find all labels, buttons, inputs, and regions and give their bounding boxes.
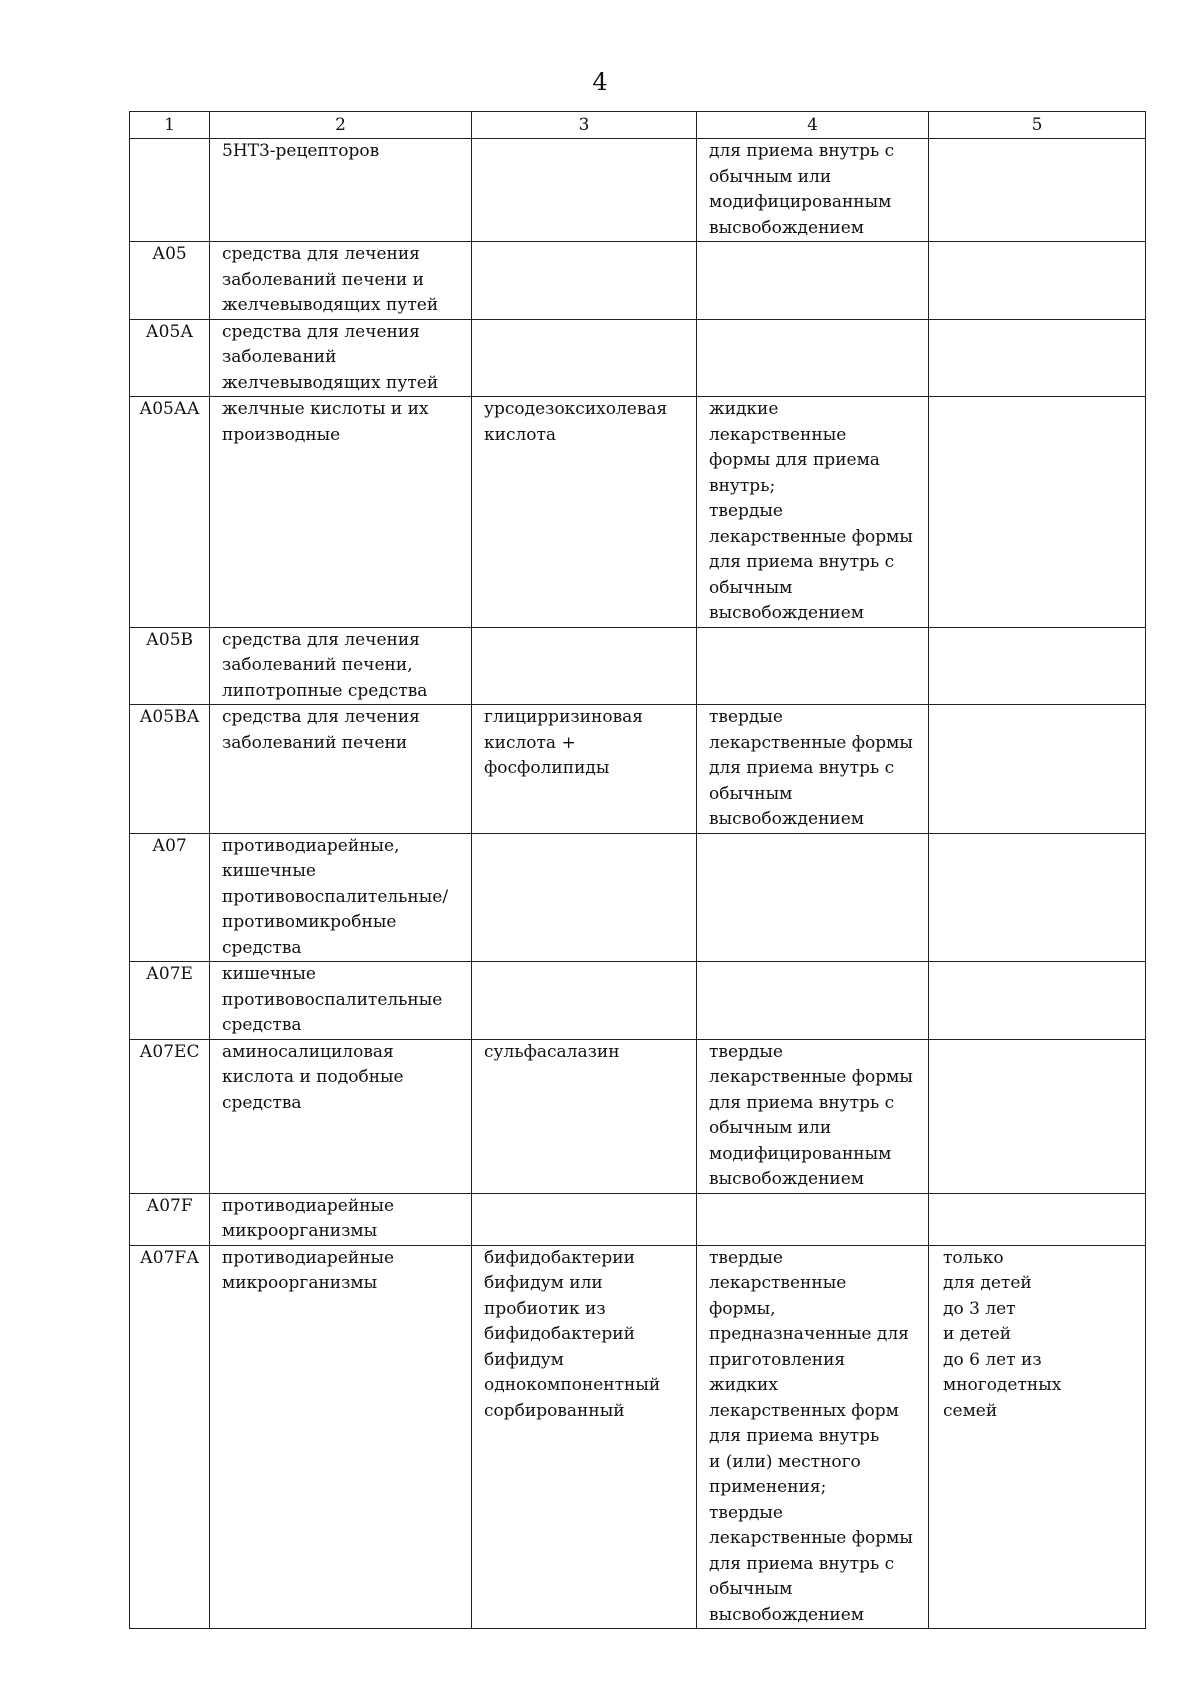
dosage-form-cell: твердые лекарственные формы для приема внутрь с обычным или модифицированным высвобождением xyxy=(697,1039,929,1193)
note-cell: только для детей до 3 лет и детей до 6 лет из многодетных семей xyxy=(929,1245,1146,1629)
table-row xyxy=(130,627,1146,705)
table-row xyxy=(130,1245,1146,1629)
table-row xyxy=(130,962,1146,1040)
group-name-cell: средства для лечения заболеваний печени и желчевыводящих путей xyxy=(210,242,472,320)
group-name-cell: средства для лечения заболеваний печени xyxy=(210,705,472,834)
dosage-form-cell xyxy=(697,627,929,705)
table-row xyxy=(130,833,1146,962)
atc-code-cell: А05В xyxy=(130,627,210,705)
group-name-cell: средства для лечения заболеваний желчевыводящих путей xyxy=(210,319,472,397)
note-cell xyxy=(929,962,1146,1040)
note-cell xyxy=(929,319,1146,397)
drug-name-cell xyxy=(472,319,697,397)
drug-name-cell: урсодезоксихолевая кислота xyxy=(472,397,697,628)
drug-name-cell xyxy=(472,1193,697,1245)
dosage-form-cell xyxy=(697,833,929,962)
note-cell xyxy=(929,1193,1146,1245)
group-name-cell: 5НТ3-рецепторов xyxy=(210,139,472,242)
dosage-form-cell xyxy=(697,962,929,1040)
atc-code-cell: А05 xyxy=(130,242,210,320)
group-name-cell: аминосалициловая кислота и подобные средства xyxy=(210,1039,472,1193)
table-row xyxy=(130,705,1146,834)
note-cell xyxy=(929,242,1146,320)
table-row xyxy=(130,1039,1146,1193)
drug-name-cell xyxy=(472,242,697,320)
dosage-form-cell xyxy=(697,1193,929,1245)
header-col-3: 3 xyxy=(472,112,697,139)
group-name-cell: противодиарейные, кишечные противовоспалительные/ противомикробные средства xyxy=(210,833,472,962)
header-col-2: 2 xyxy=(210,112,472,139)
table-row xyxy=(130,319,1146,397)
header-row xyxy=(130,112,1146,139)
group-name-cell: средства для лечения заболеваний печени, липотропные средства xyxy=(210,627,472,705)
group-name-cell: противодиарейные микроорганизмы xyxy=(210,1193,472,1245)
note-cell xyxy=(929,397,1146,628)
atc-code-cell: А07F xyxy=(130,1193,210,1245)
group-name-cell: противодиарейные микроорганизмы xyxy=(210,1245,472,1629)
atc-code-cell: А05АА xyxy=(130,397,210,628)
atc-code-cell xyxy=(130,139,210,242)
note-cell xyxy=(929,627,1146,705)
drug-table xyxy=(129,111,1146,1629)
atc-code-cell: А07FА xyxy=(130,1245,210,1629)
drug-name-cell xyxy=(472,627,697,705)
dosage-form-cell: твердые лекарственные формы, предназначенные для приготовления жидких лекарственных форм для приема внутрь и (или) местного применения; твердые лекарственные формы для приема внутрь с обычным высвобождением xyxy=(697,1245,929,1629)
table-row xyxy=(130,1193,1146,1245)
drug-name-cell xyxy=(472,833,697,962)
note-cell xyxy=(929,833,1146,962)
dosage-form-cell xyxy=(697,319,929,397)
note-cell xyxy=(929,1039,1146,1193)
drug-name-cell: сульфасалазин xyxy=(472,1039,697,1193)
header-col-1: 1 xyxy=(130,112,210,139)
note-cell xyxy=(929,705,1146,834)
drug-name-cell: бифидобактерии бифидум или пробиотик из бифидобактерий бифидум однокомпонентный сорбированный xyxy=(472,1245,697,1629)
dosage-form-cell: для приема внутрь с обычным или модифицированным высвобождением xyxy=(697,139,929,242)
page-number: 4 xyxy=(592,68,608,96)
header-col-5: 5 xyxy=(929,112,1146,139)
atc-code-cell: А07ЕС xyxy=(130,1039,210,1193)
atc-code-cell: А07 xyxy=(130,833,210,962)
group-name-cell: желчные кислоты и их производные xyxy=(210,397,472,628)
table-row xyxy=(130,139,1146,242)
table-row xyxy=(130,242,1146,320)
group-name-cell: кишечные противовоспалительные средства xyxy=(210,962,472,1040)
header-col-4: 4 xyxy=(697,112,929,139)
atc-code-cell: А05ВА xyxy=(130,705,210,834)
dosage-form-cell xyxy=(697,242,929,320)
atc-code-cell: А07Е xyxy=(130,962,210,1040)
table-row xyxy=(130,397,1146,628)
drug-name-cell: глицирризиновая кислота + фосфолипиды xyxy=(472,705,697,834)
drug-name-cell xyxy=(472,962,697,1040)
dosage-form-cell: твердые лекарственные формы для приема внутрь с обычным высвобождением xyxy=(697,705,929,834)
note-cell xyxy=(929,139,1146,242)
atc-code-cell: А05А xyxy=(130,319,210,397)
dosage-form-cell: жидкие лекарственные формы для приема внутрь; твердые лекарственные формы для приема внутрь с обычным высвобождением xyxy=(697,397,929,628)
drug-name-cell xyxy=(472,139,697,242)
